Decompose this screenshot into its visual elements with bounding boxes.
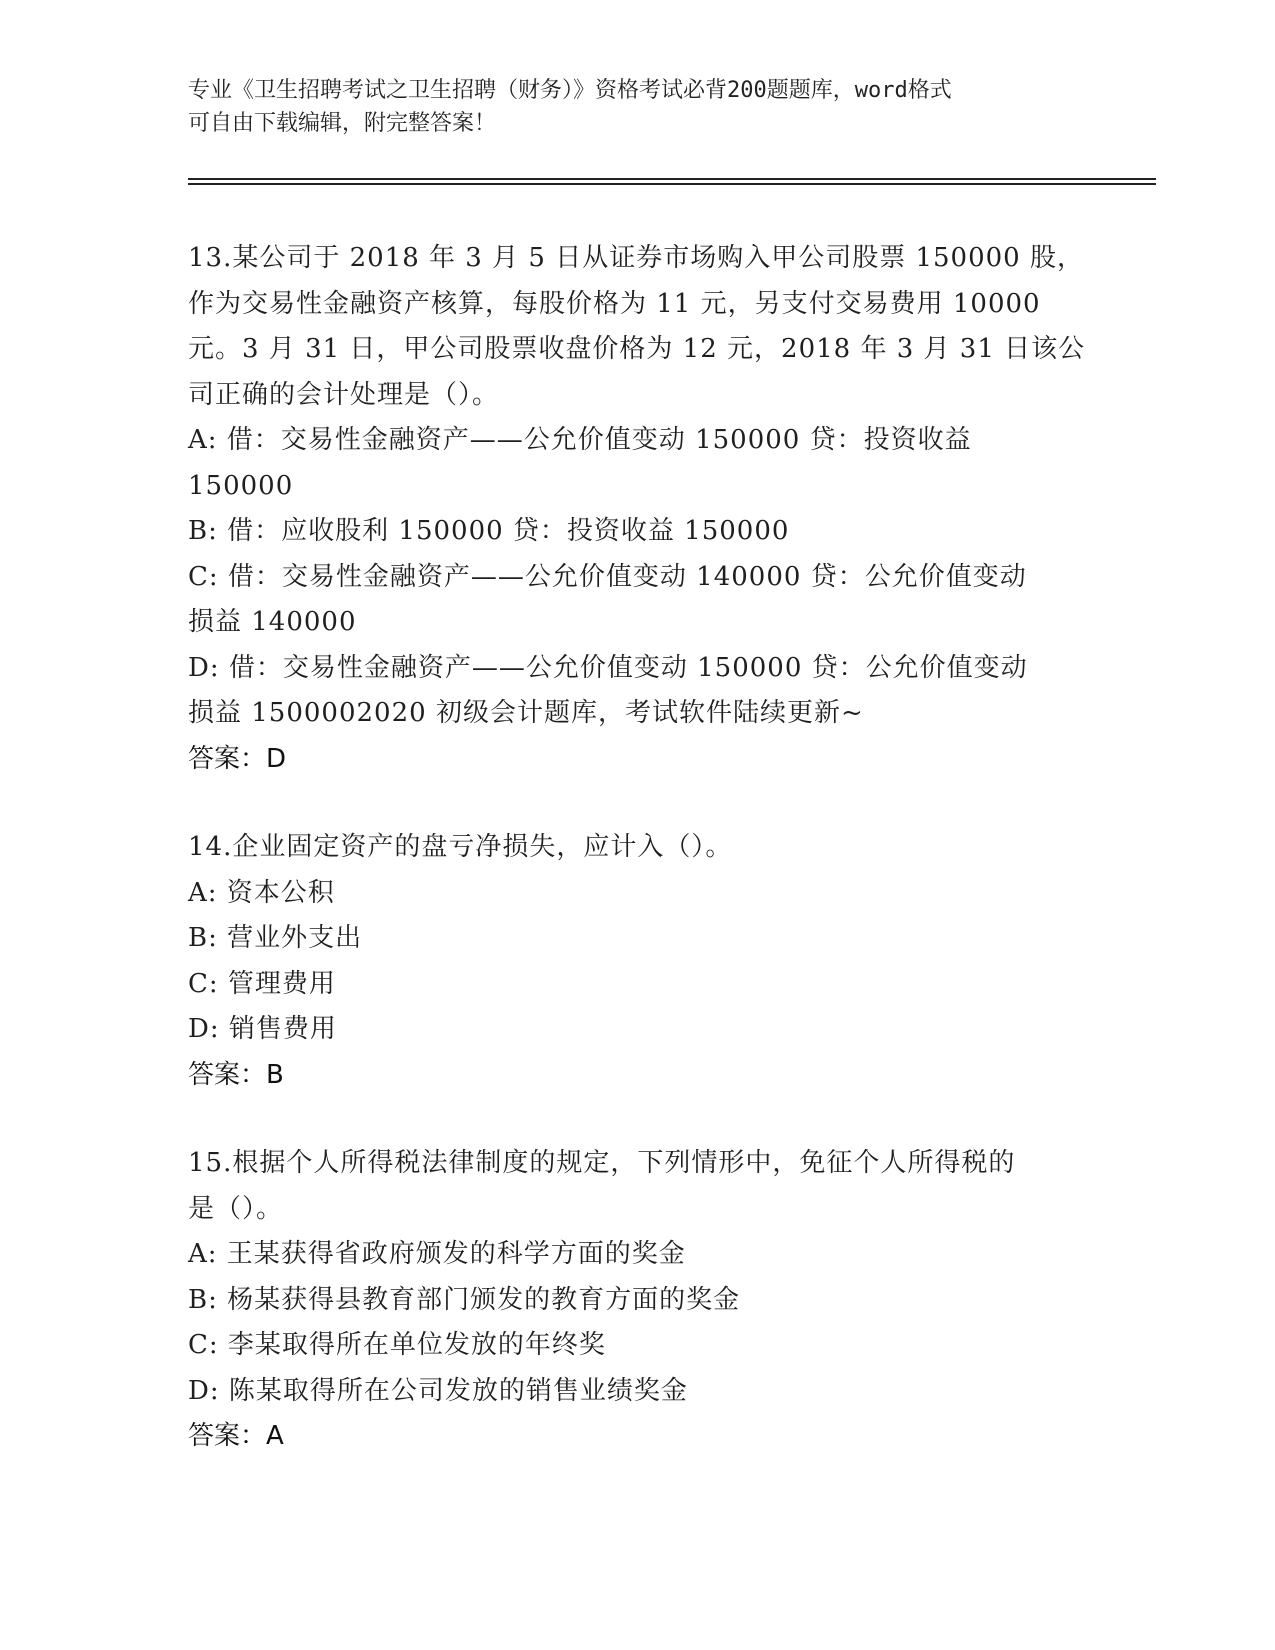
header-line: 专业《卫生招聘考试之卫生招聘（财务）》资格考试必背200题题库，word格式 — [188, 78, 952, 103]
answer: 答案：D — [188, 743, 287, 774]
option-a: A: 借：交易性金融资产——公允价值变动 150000 贷：投资收益 — [188, 425, 972, 455]
document-header — [188, 74, 1088, 140]
question-stem: 13.某公司于 2018 年 3 月 5 日从证券市场购入甲公司股票 150000 股， — [188, 243, 1084, 273]
question-list — [188, 236, 1088, 1503]
option-c: C: 李某取得所在单位发放的年终奖 — [188, 1330, 606, 1360]
question-stem: 作为交易性金融资产核算，每股价格为 11 元，另支付交易费用 10000 — [188, 288, 1041, 319]
option-a: 150000 — [188, 470, 294, 501]
question-stem: 是（）。 — [188, 1193, 284, 1224]
option-b: B: 杨某获得县教育部门颁发的教育方面的奖金 — [188, 1284, 741, 1315]
question-14 — [188, 825, 1088, 1098]
option-c: C: 管理费用 — [188, 968, 336, 999]
option-d: D: 借：交易性金融资产——公允价值变动 150000 贷：公允价值变动 — [188, 652, 1028, 683]
option-d: D: 销售费用 — [188, 1014, 337, 1044]
question-stem: 司正确的会计处理是（）。 — [188, 379, 500, 410]
answer: 答案：B — [188, 1059, 284, 1090]
question-13 — [188, 236, 1088, 782]
question-stem: 14.企业固定资产的盘亏净损失，应计入（）。 — [188, 832, 733, 862]
header-line: 可自由下载编辑，附完整答案！ — [188, 111, 497, 136]
option-a: A: 王某获得省政府颁发的科学方面的奖金 — [188, 1239, 686, 1269]
option-b: B: 借：应收股利 150000 贷：投资收益 150000 — [188, 516, 790, 546]
header-divider — [188, 178, 1156, 180]
question-stem: 元。3 月 31 日，甲公司股票收盘价格为 12 元，2018 年 3 月 31 日该公 — [188, 334, 1086, 364]
option-a: A: 资本公积 — [188, 877, 335, 908]
header-divider — [188, 183, 1156, 185]
answer: 答案：A — [188, 1421, 284, 1451]
option-c: C: 借：交易性金融资产——公允价值变动 140000 贷：公允价值变动 — [188, 561, 1027, 592]
option-b: B: 营业外支出 — [188, 923, 363, 953]
option-d: 损益 1500002020 初级会计题库，考试软件陆续更新~ — [188, 698, 864, 728]
question-15 — [188, 1141, 1088, 1460]
question-stem: 15.根据个人所得税法律制度的规定，下列情形中，免征个人所得税的 — [188, 1148, 1016, 1178]
option-d: D: 陈某取得所在公司发放的销售业绩奖金 — [188, 1375, 688, 1406]
option-c: 损益 140000 — [188, 607, 357, 637]
